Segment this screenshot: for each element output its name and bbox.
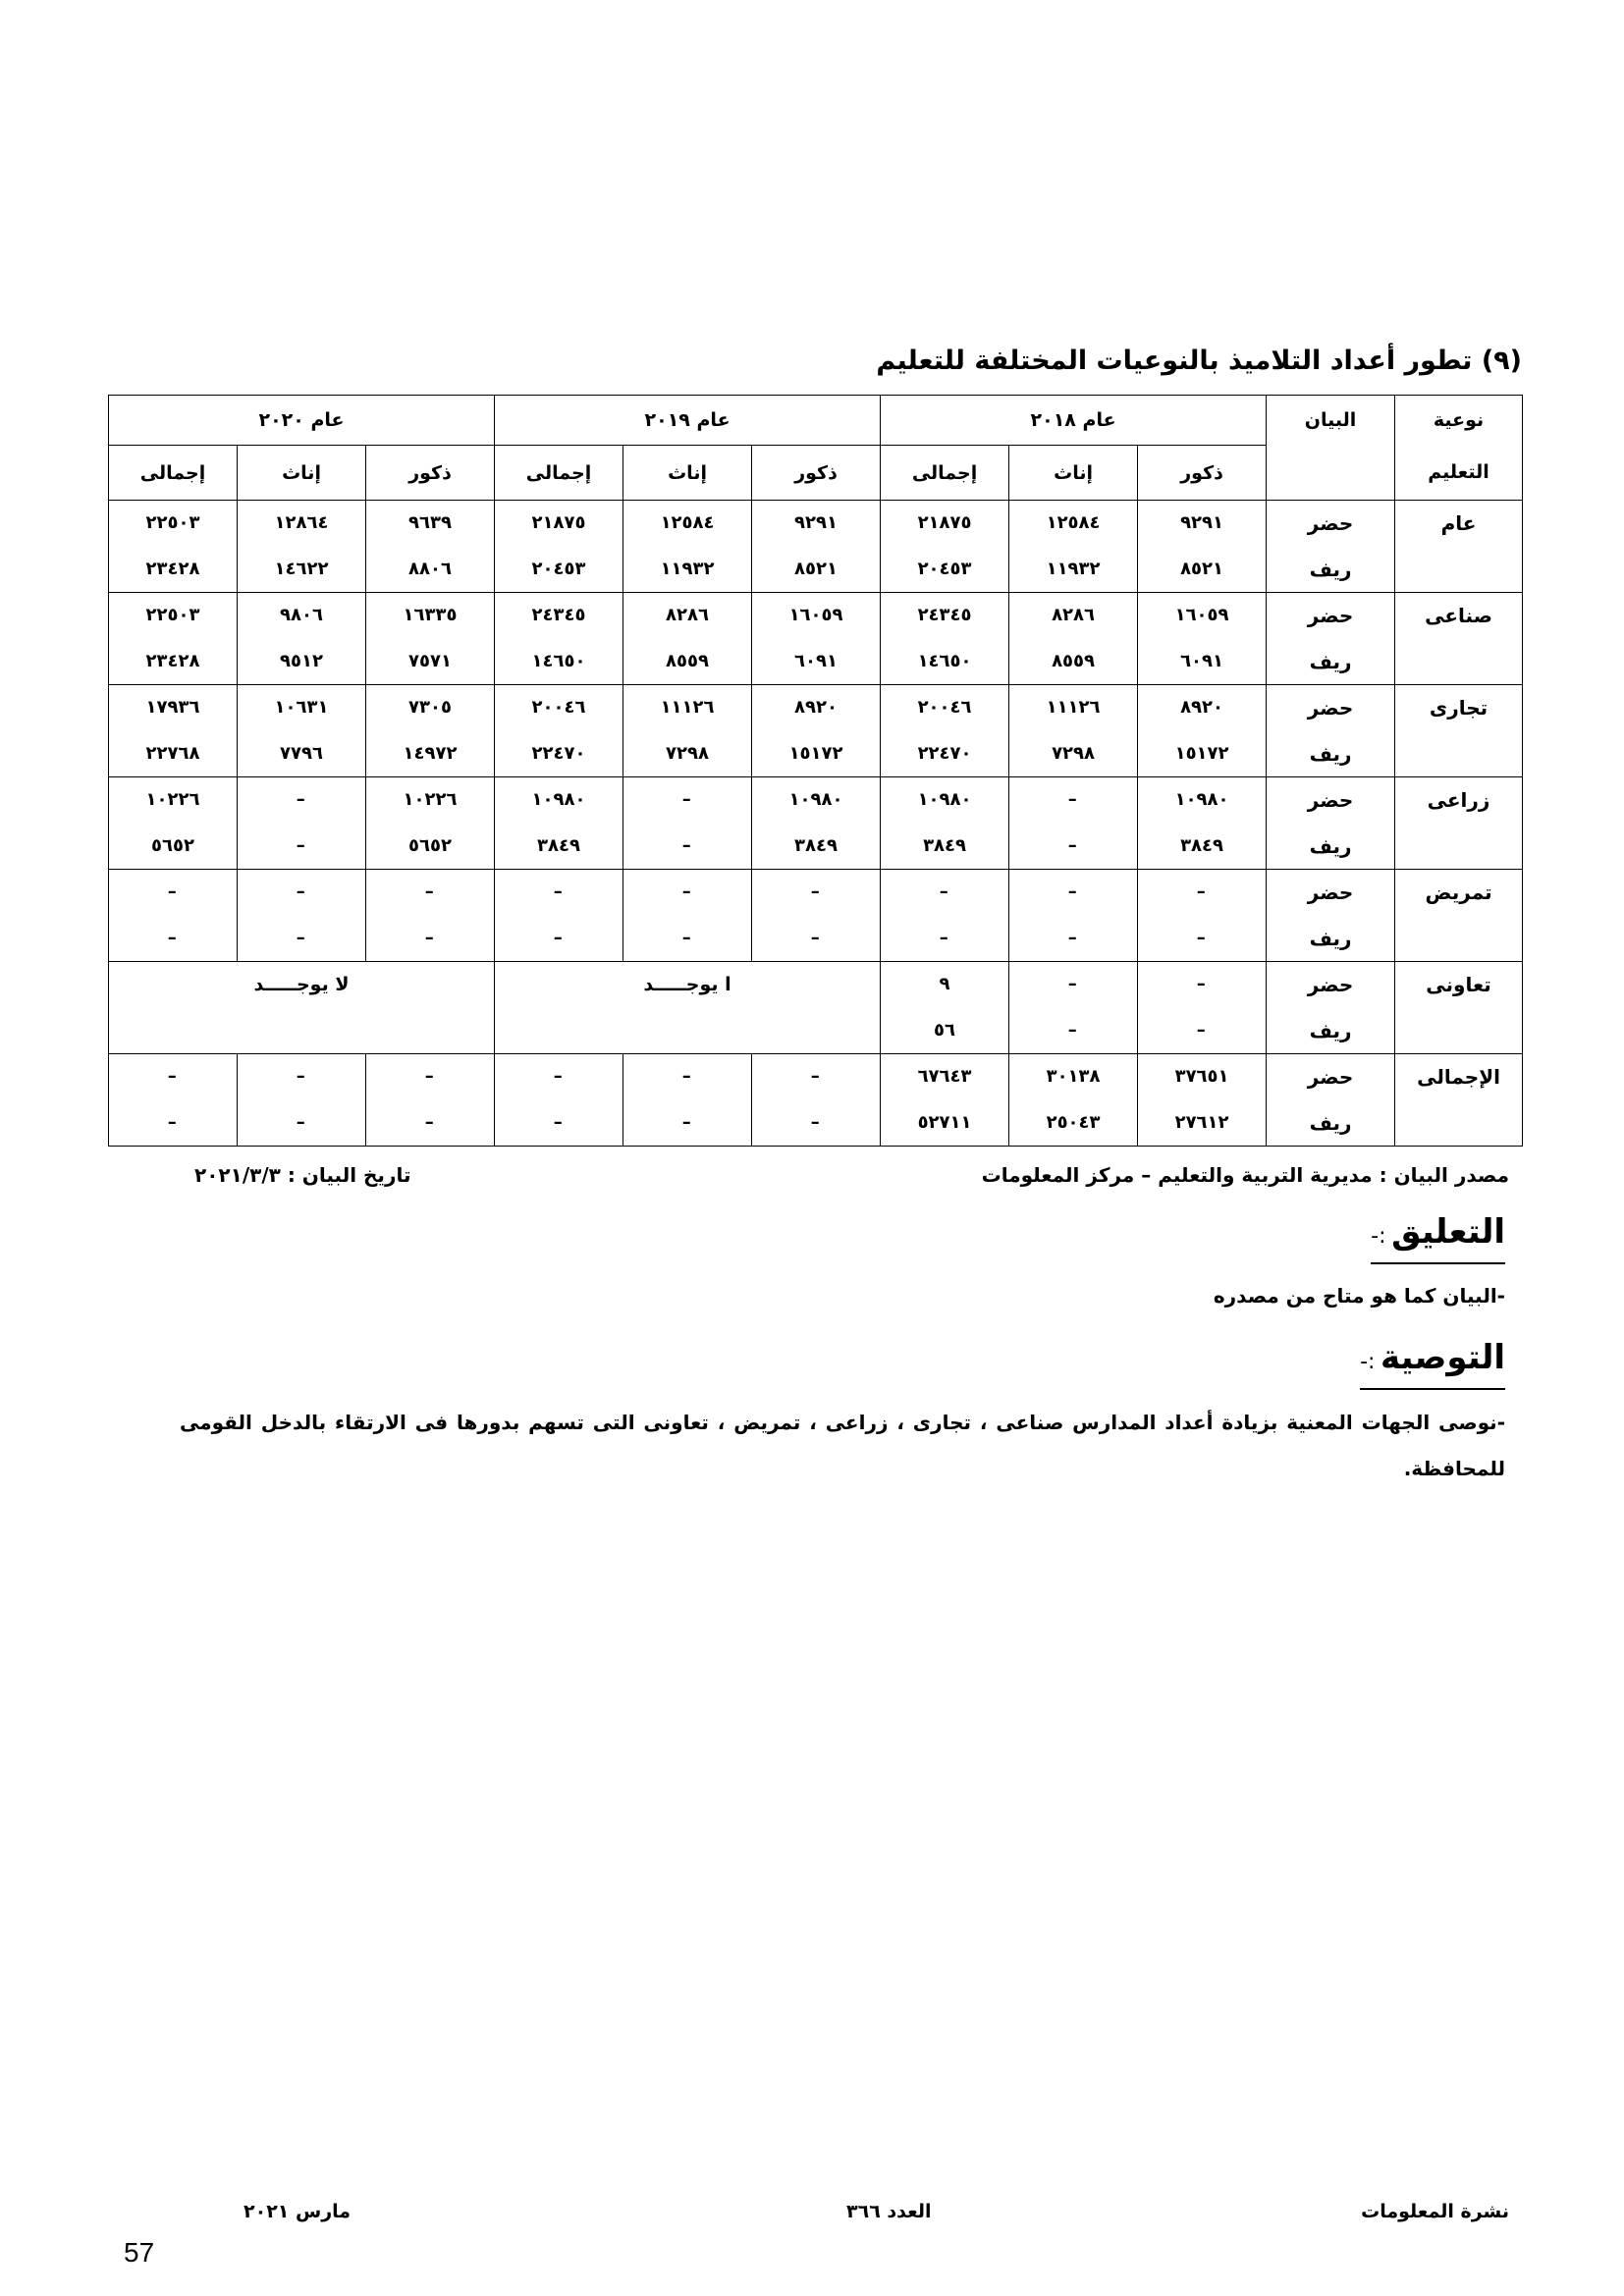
value-2019-females: ١٢٥٨٤ — [623, 501, 752, 547]
value-2020-females: – — [238, 1100, 366, 1147]
table-row — [109, 916, 1523, 962]
value-2020-total: ٢٢٧٦٨ — [109, 731, 238, 777]
value-2018-females: ٣٠١٣٨ — [1009, 1054, 1138, 1100]
value-2018-total: ٢٠٤٥٣ — [881, 547, 1009, 593]
value-2019-females: – — [623, 1100, 752, 1147]
data-source: مصدر البيان : مديرية التربية والتعليم – مركز المعلومات — [981, 1163, 1509, 1187]
value-2020-females: – — [238, 777, 366, 824]
value-2020-total: ٥٦٥٢ — [109, 824, 238, 870]
area-label-cell: حضر — [1267, 593, 1395, 639]
value-2018-females: ١١١٢٦ — [1009, 685, 1138, 731]
area-label-cell: ريف — [1267, 1008, 1395, 1054]
value-2019-males: ١٦٠٥٩ — [752, 593, 881, 639]
header-row-years — [109, 396, 1523, 446]
value-2018-males: – — [1138, 916, 1267, 962]
value-2020-females: ٩٥١٢ — [238, 639, 366, 685]
data-date: تاريخ البيان : ٢٠٢١/٣/٣ — [194, 1163, 411, 1187]
value-2020-males: ٨٨٠٦ — [366, 547, 495, 593]
table-row — [109, 962, 1523, 1008]
value-2020-females: – — [238, 1054, 366, 1100]
value-2018-females: ٨٥٥٩ — [1009, 639, 1138, 685]
value-2020-total: ٢٣٤٢٨ — [109, 547, 238, 593]
value-2018-total: ٢٤٣٤٥ — [881, 593, 1009, 639]
area-label-cell: ريف — [1267, 1100, 1395, 1147]
value-2020-total: ٢٢٥٠٣ — [109, 501, 238, 547]
area-label-cell: ريف — [1267, 824, 1395, 870]
table-row — [109, 685, 1523, 731]
value-2018-total: ١٠٩٨٠ — [881, 777, 1009, 824]
value-2019-males: ١٠٩٨٠ — [752, 777, 881, 824]
value-2019-males: ٨٩٢٠ — [752, 685, 881, 731]
value-2018-total: ٢٠٠٤٦ — [881, 685, 1009, 731]
area-label-cell: ريف — [1267, 916, 1395, 962]
header-females: إناث — [238, 446, 366, 501]
value-2018-total: ١٤٦٥٠ — [881, 639, 1009, 685]
value-2019-total: – — [495, 870, 623, 916]
value-2018-females: – — [1009, 962, 1138, 1008]
footer-date: مارس ٢٠٢١ — [244, 2201, 352, 2222]
value-2019-total: ٢٠٠٤٦ — [495, 685, 623, 731]
value-2019-total: ٣٨٤٩ — [495, 824, 623, 870]
value-2020-males: – — [366, 1100, 495, 1147]
table-row — [109, 593, 1523, 639]
value-2019-total: – — [495, 1054, 623, 1100]
value-2018-total: – — [881, 870, 1009, 916]
header-males: ذكور — [366, 446, 495, 501]
value-2018-total: ٩ — [881, 962, 1009, 1008]
value-2019-females: ١١٩٣٢ — [623, 547, 752, 593]
value-2018-males: ٢٧٦١٢ — [1138, 1100, 1267, 1147]
header-total: إجمالى — [109, 446, 238, 501]
header-females: إناث — [1009, 446, 1138, 501]
value-2018-females: – — [1009, 1008, 1138, 1054]
value-2020-females: – — [238, 870, 366, 916]
area-label-cell: ريف — [1267, 731, 1395, 777]
area-label-cell: حضر — [1267, 501, 1395, 547]
header-bayan: البيان — [1267, 396, 1395, 501]
value-2020-total: ١٠٢٢٦ — [109, 777, 238, 824]
value-2020-males: ٧٣٠٥ — [366, 685, 495, 731]
education-type-cell: تجارى — [1395, 685, 1523, 777]
table-row — [109, 824, 1523, 870]
value-2018-males: – — [1138, 1008, 1267, 1054]
value-2019-total: ٢٠٤٥٣ — [495, 547, 623, 593]
value-2018-males: ٣٨٤٩ — [1138, 824, 1267, 870]
value-2020-males: ٧٥٧١ — [366, 639, 495, 685]
value-2020-females: – — [238, 916, 366, 962]
value-2020-total: – — [109, 916, 238, 962]
recommendation-text: -نوصى الجهات المعنية بزيادة أعداد المدارس صناعى ، تجارى ، زراعى ، تمريض ، تعاونى التى تسهم بدورها فى الارتقاء بالدخل القومى للمحافظة. — [180, 1411, 1505, 1480]
table-row — [109, 1054, 1523, 1100]
value-2019-females: – — [623, 1054, 752, 1100]
header-education-type-line: نوعية — [1433, 409, 1485, 431]
value-2020-total: ١٧٩٣٦ — [109, 685, 238, 731]
header-males: ذكور — [752, 446, 881, 501]
value-2020-total: – — [109, 1100, 238, 1147]
value-2018-males: ٩٢٩١ — [1138, 501, 1267, 547]
value-2020-total: ٢٢٥٠٣ — [109, 593, 238, 639]
education-type-cell: زراعى — [1395, 777, 1523, 870]
value-2018-females: ٨٢٨٦ — [1009, 593, 1138, 639]
value-2018-females: ٧٢٩٨ — [1009, 731, 1138, 777]
value-2020-females: ٩٨٠٦ — [238, 593, 366, 639]
value-2019-males: ٩٢٩١ — [752, 501, 881, 547]
value-2018-females: ١١٩٣٢ — [1009, 547, 1138, 593]
area-label-cell: ريف — [1267, 639, 1395, 685]
value-2018-total: ٢١٨٧٥ — [881, 501, 1009, 547]
value-2019-males: ٦٠٩١ — [752, 639, 881, 685]
value-2018-total: – — [881, 916, 1009, 962]
value-2019-males: ٨٥٢١ — [752, 547, 881, 593]
comment-text: -البيان كما هو متاح من مصدره — [1213, 1284, 1505, 1308]
value-2018-females: – — [1009, 916, 1138, 962]
value-2020-males: ١٦٣٣٥ — [366, 593, 495, 639]
value-2019-females: ١١١٢٦ — [623, 685, 752, 731]
value-2019-males: – — [752, 1100, 881, 1147]
value-2019-females: – — [623, 916, 752, 962]
value-2020-females: ١٤٦٢٢ — [238, 547, 366, 593]
comment-heading — [1371, 1209, 1505, 1264]
table-title: (٩) تطور أعداد التلاميذ بالنوعيات المختلفة للتعليم — [876, 346, 1522, 376]
table-row — [109, 1100, 1523, 1147]
area-label-cell: حضر — [1267, 870, 1395, 916]
value-2019-total: – — [495, 1100, 623, 1147]
value-2020-males: – — [366, 870, 495, 916]
value-2018-males: – — [1138, 870, 1267, 916]
value-2020-males: – — [366, 1054, 495, 1100]
page-number: 57 — [124, 2237, 155, 2268]
table-row — [109, 547, 1523, 593]
value-2019-total: ٢١٨٧٥ — [495, 501, 623, 547]
value-2018-total: ٦٧٦٤٣ — [881, 1054, 1009, 1100]
value-2018-females: – — [1009, 777, 1138, 824]
value-2018-total: ٣٨٤٩ — [881, 824, 1009, 870]
area-label-cell: حضر — [1267, 685, 1395, 731]
value-2020-females: ٧٧٩٦ — [238, 731, 366, 777]
header-education-type — [1395, 396, 1523, 501]
recommendation-heading-suffix: :- — [1360, 1350, 1376, 1374]
value-2018-total: ٥٦ — [881, 1008, 1009, 1054]
education-type-cell: الإجمالى — [1395, 1054, 1523, 1147]
value-2018-males: ٨٥٢١ — [1138, 547, 1267, 593]
header-total: إجمالى — [495, 446, 623, 501]
education-type-cell: عام — [1395, 501, 1523, 593]
value-2020-males: ٩٦٣٩ — [366, 501, 495, 547]
value-2020-females: ١٠٦٣١ — [238, 685, 366, 731]
value-2019-females: – — [623, 824, 752, 870]
value-2018-total: ٢٢٤٧٠ — [881, 731, 1009, 777]
not-available-note-2019: ا يوجـــــد — [495, 962, 881, 1054]
value-2019-total: ١٠٩٨٠ — [495, 777, 623, 824]
value-2020-males: ١٠٢٢٦ — [366, 777, 495, 824]
header-year-2019: عام ٢٠١٩ — [495, 396, 881, 446]
recommendation-heading-label: التوصية — [1380, 1338, 1505, 1377]
header-education-type-line: التعليم — [1428, 461, 1489, 483]
value-2019-total: ١٤٦٥٠ — [495, 639, 623, 685]
comment-heading-label: التعليق — [1391, 1212, 1505, 1252]
value-2018-males: ٨٩٢٠ — [1138, 685, 1267, 731]
value-2019-males: – — [752, 1054, 881, 1100]
education-type-cell: تعاونى — [1395, 962, 1523, 1054]
table-header — [109, 396, 1523, 501]
value-2018-females: ٢٥٠٤٣ — [1009, 1100, 1138, 1147]
header-year-2020: عام ٢٠٢٠ — [109, 396, 495, 446]
header-females: إناث — [623, 446, 752, 501]
value-2019-females: – — [623, 870, 752, 916]
table-row — [109, 501, 1523, 547]
value-2018-males: ١٥١٧٢ — [1138, 731, 1267, 777]
header-males: ذكور — [1138, 446, 1267, 501]
value-2019-males: – — [752, 870, 881, 916]
value-2019-males: – — [752, 916, 881, 962]
value-2018-females: ١٢٥٨٤ — [1009, 501, 1138, 547]
table-row — [109, 639, 1523, 685]
value-2018-males: – — [1138, 962, 1267, 1008]
comment-heading-suffix: :- — [1371, 1224, 1386, 1249]
header-total: إجمالى — [881, 446, 1009, 501]
value-2020-females: ١٢٨٦٤ — [238, 501, 366, 547]
value-2018-males: ٦٠٩١ — [1138, 639, 1267, 685]
value-2020-males: ١٤٩٧٢ — [366, 731, 495, 777]
value-2019-females: ٨٢٨٦ — [623, 593, 752, 639]
value-2019-females: – — [623, 777, 752, 824]
value-2020-females: – — [238, 824, 366, 870]
value-2018-males: ١٦٠٥٩ — [1138, 593, 1267, 639]
value-2020-total: – — [109, 870, 238, 916]
value-2019-females: ٧٢٩٨ — [623, 731, 752, 777]
value-2019-males: ٣٨٤٩ — [752, 824, 881, 870]
value-2018-females: – — [1009, 824, 1138, 870]
table-row — [109, 777, 1523, 824]
value-2018-females: – — [1009, 870, 1138, 916]
area-label-cell: حضر — [1267, 1054, 1395, 1100]
area-label-cell: حضر — [1267, 777, 1395, 824]
value-2019-total: – — [495, 916, 623, 962]
value-2019-total: ٢٢٤٧٠ — [495, 731, 623, 777]
area-label-cell: ريف — [1267, 547, 1395, 593]
value-2020-males: – — [366, 916, 495, 962]
value-2019-females: ٨٥٥٩ — [623, 639, 752, 685]
table-row — [109, 731, 1523, 777]
value-2018-males: ١٠٩٨٠ — [1138, 777, 1267, 824]
area-label-cell: حضر — [1267, 962, 1395, 1008]
education-type-cell: تمريض — [1395, 870, 1523, 962]
header-year-2018: عام ٢٠١٨ — [881, 396, 1267, 446]
not-available-note-2020: لا يوجـــــد — [109, 962, 495, 1054]
table-body — [109, 501, 1523, 1147]
value-2020-total: – — [109, 1054, 238, 1100]
footer-issue-number: العدد ٣٦٦ — [846, 2201, 932, 2222]
value-2018-males: ٣٧٦٥١ — [1138, 1054, 1267, 1100]
recommendation-heading — [1360, 1335, 1505, 1390]
value-2019-total: ٢٤٣٤٥ — [495, 593, 623, 639]
value-2020-total: ٢٣٤٢٨ — [109, 639, 238, 685]
footer-publication-name: نشرة المعلومات — [1361, 2201, 1509, 2222]
value-2020-males: ٥٦٥٢ — [366, 824, 495, 870]
value-2019-males: ١٥١٧٢ — [752, 731, 881, 777]
students-by-education-type-table — [108, 395, 1523, 1147]
table-row — [109, 870, 1523, 916]
education-type-cell: صناعى — [1395, 593, 1523, 685]
value-2018-total: ٥٢٧١١ — [881, 1100, 1009, 1147]
